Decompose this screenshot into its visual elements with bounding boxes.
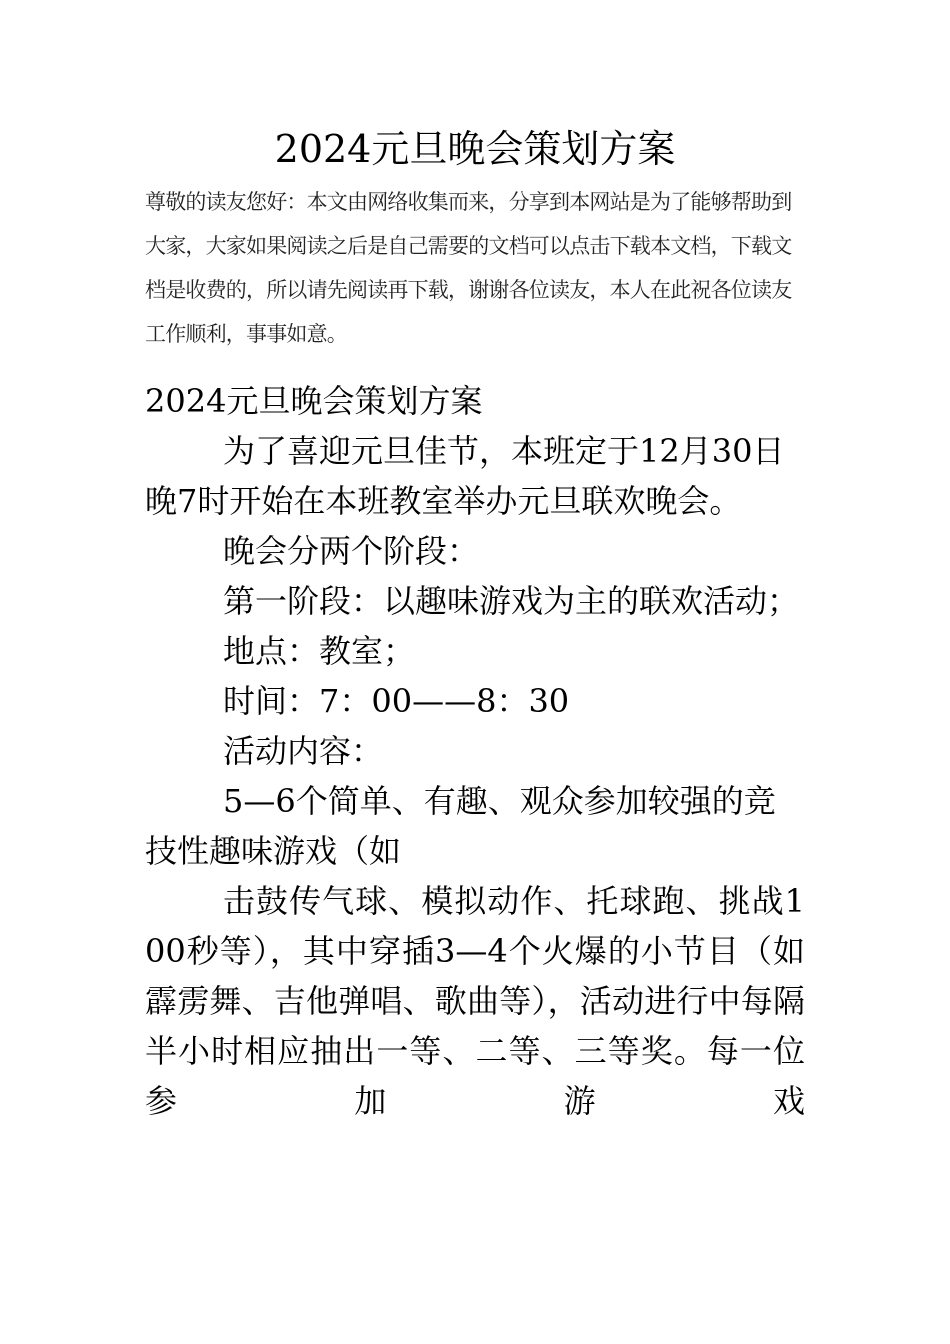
paragraph-content-label: 活动内容： [223,732,384,770]
reader-notice: 尊敬的读友您好：本文由网络收集而来，分享到本网站是为了能够帮助到大家，大家如果阅读之后是自己需要的文档可以点击下载本文档，下载文档是收费的，所以请先阅读再下载，谢谢各位读友，本人在此祝各位读友工作顺利，事事如意。 [145,190,792,346]
paragraph-stages: 晚会分两个阶段： [223,532,480,570]
paragraph-games-detail: 击鼓传气球、模拟动作、托球跑、挑战100秒等），其中穿插3—4个火爆的小节目（如霹雳舞、吉他弹唱、歌曲等），活动进行中每隔半小时相应抽出一等、二等、三等奖。每一位参加游戏 [145,882,805,1120]
paragraph-intro: 为了喜迎元旦佳节，本班定于12月30日晚7时开始在本班教室举办元旦联欢晚会。 [145,432,785,520]
document-body [145,376,805,1126]
paragraph-time: 时间：7：00——8：30 [223,682,570,720]
paragraph-games: 5—6个简单、有趣、观众参加较强的竞技性趣味游戏（如 [145,782,776,870]
paragraph-stage-one: 第一阶段：以趣味游戏为主的联欢活动； [223,582,800,620]
body-heading: 2024元旦晚会策划方案 [145,382,483,420]
document-title: 2024元旦晚会策划方案 [274,127,676,171]
paragraph-location: 地点：教室； [223,632,416,670]
